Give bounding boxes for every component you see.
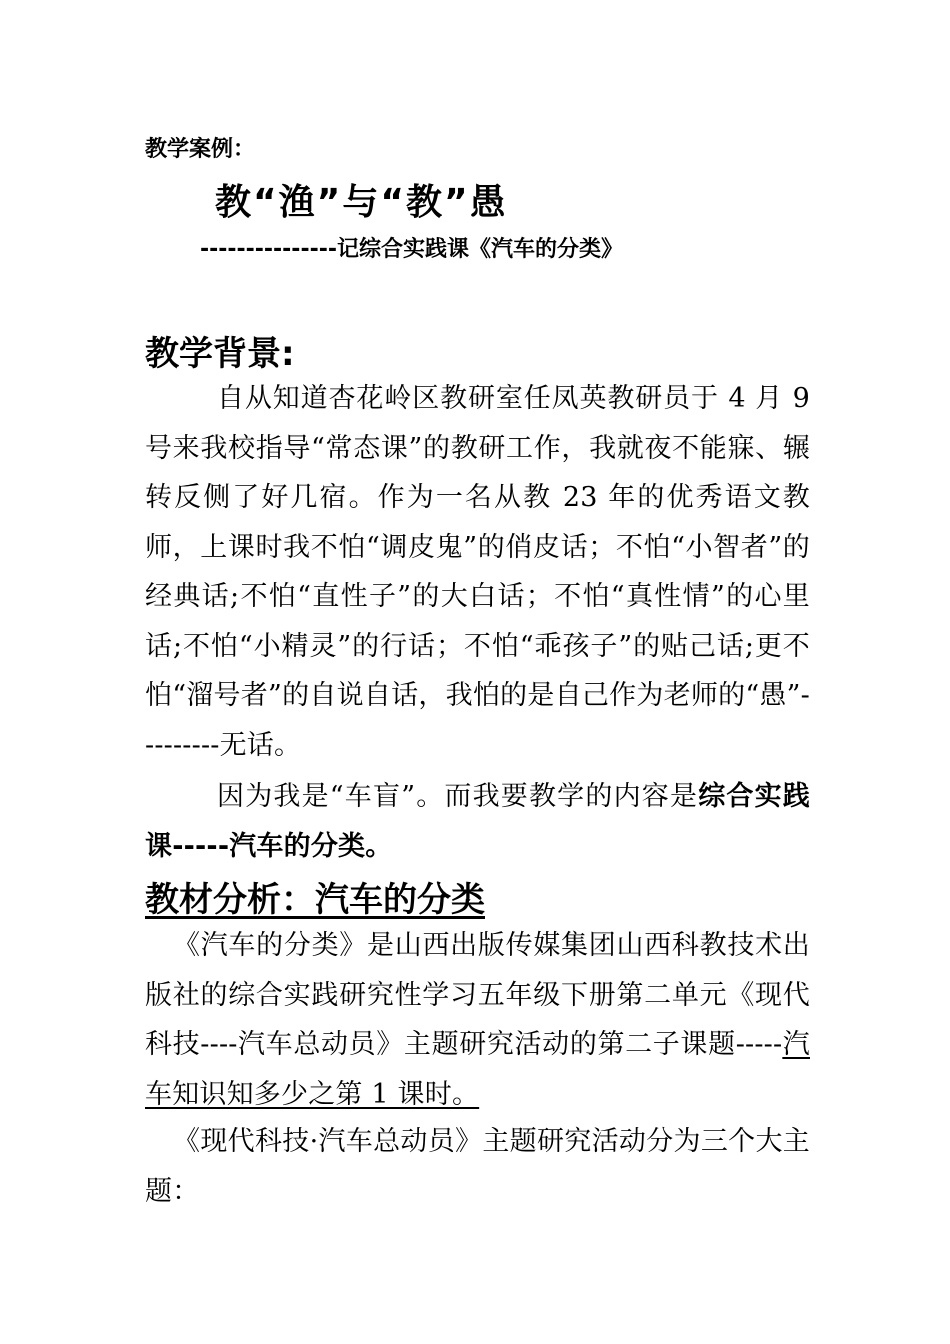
background-paragraph-2-bold: 综合实践课-----汽车的分类。: [145, 781, 810, 862]
analysis-paragraph-1: [145, 921, 810, 1119]
background-paragraph-2: [145, 772, 810, 871]
case-label: 教学案例：: [145, 137, 256, 162]
background-paragraph-2-text: 因为我是“车盲”。而我要教学的内容是: [217, 781, 699, 812]
background-paragraph-1: 自从知道杏花岭区教研室任凤英教研员于 4 月 9 号来我校指导“常态课”的教研工作，我就夜不能寐、辗转反侧了好几宿。作为一名从教 23 年的优秀语文教师，上课时我不怕“调皮鬼”的俏皮话；不怕“小智者”的经典话;不怕“直性子”的大白话；不怕“真性情”的心里话;不怕“小精灵”的行话；不怕“乖孩子”的贴己话;更不怕“溜号者”的自说自话，我怕的是自己作为老师的“愚”---------无话。: [145, 383, 810, 761]
document-title: 教“渔”与“教”愚: [215, 182, 508, 223]
analysis-paragraph-1-underlined: 汽车知识知多少之第 1 课时。: [145, 1029, 810, 1110]
analysis-paragraph-2: 《现代科技·汽车总动员》主题研究活动分为三个大主题：: [145, 1126, 810, 1207]
background-heading: 教学背景:: [145, 334, 295, 374]
document-subtitle: ---------------记综合实践课《汽车的分类》: [200, 237, 623, 262]
analysis-paragraph-1-text: 《汽车的分类》是山西出版传媒集团山西科教技术出版社的综合实践研究性学习五年级下册第二单元《现代科技----汽车总动员》主题研究活动的第二子课题-----: [145, 930, 810, 1060]
analysis-heading: 教材分析：汽车的分类: [145, 880, 485, 920]
